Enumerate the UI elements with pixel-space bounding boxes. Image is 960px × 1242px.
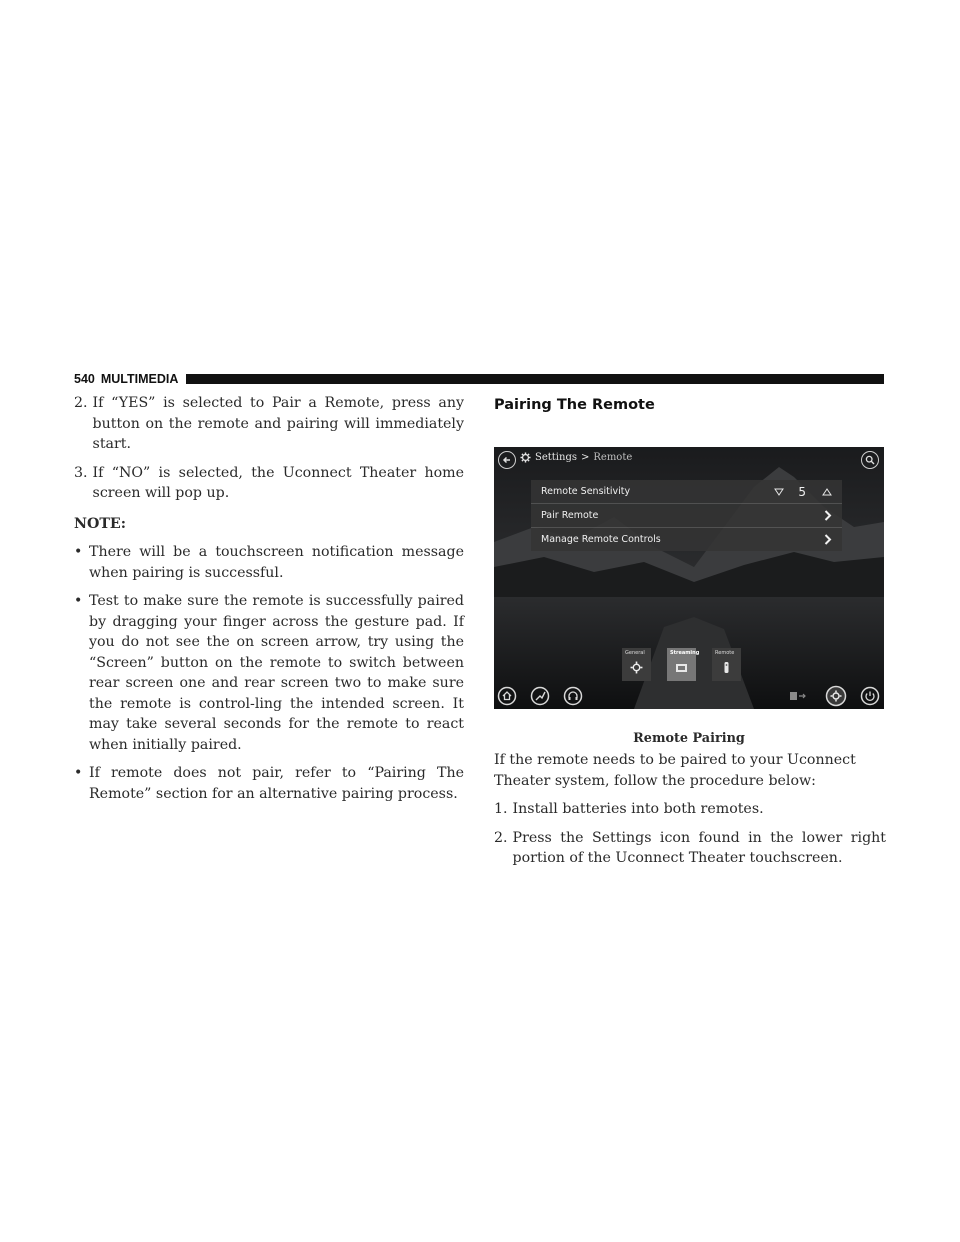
page-number: 540 — [74, 372, 95, 386]
list-item — [74, 463, 464, 504]
tile-streaming[interactable] — [667, 648, 700, 681]
bullet-text: Test to make sure the remote is successfully paired by dragging your finger across the gesture pad. If you do not see the on screen arrow, try using the “Screen” button on the remote to switch between rear screen one and rear screen two to make sure the remote is control-ling the intended screen. It may take several seconds for the remote to react when initially paired. — [89, 593, 464, 753]
search-icon — [865, 455, 875, 465]
item-text: Press the Settings icon found in the lower right portion of the Uconnect Theater touchscreen. — [512, 829, 886, 866]
left-column — [74, 393, 464, 812]
decrease-icon[interactable] — [774, 488, 784, 496]
streaming-icon — [675, 661, 688, 674]
home-icon[interactable] — [499, 688, 516, 705]
tile-label: General — [625, 650, 645, 656]
item-number: 3. — [74, 464, 88, 481]
menu-item-label: Remote Sensitivity — [541, 486, 631, 497]
bullet-item — [74, 591, 464, 755]
settings-icon[interactable] — [827, 687, 846, 706]
tile-remote[interactable] — [712, 648, 741, 681]
section-title: MULTIMEDIA — [100, 372, 179, 386]
breadcrumb — [520, 452, 632, 463]
menu-item-manage-remote-controls[interactable] — [531, 528, 842, 551]
page-header — [74, 371, 884, 387]
item-text: Install batteries into both remotes. — [512, 801, 764, 817]
video-input-icon[interactable] — [790, 692, 805, 700]
item-text: If “YES” is selected to Pair a Remote, press any button on the remote and pairing will immediately start. — [92, 395, 464, 452]
sensitivity-value: 5 — [798, 484, 806, 499]
item-number: 2. — [494, 829, 508, 846]
chevron-right-icon — [824, 510, 832, 521]
remote-icon — [720, 661, 733, 674]
increase-icon[interactable] — [822, 488, 832, 496]
remote-settings-screenshot — [494, 447, 884, 709]
back-arrow-icon — [502, 455, 512, 465]
back-button[interactable] — [498, 451, 516, 469]
item-text: If “NO” is selected, the Uconnect Theater home screen will pop up. — [92, 464, 464, 501]
gear-icon — [630, 661, 643, 674]
gear-icon — [520, 452, 531, 463]
list-item — [74, 393, 464, 455]
chevron-right-icon — [824, 534, 832, 545]
bullet-text: There will be a touchscreen notification message when pairing is successful. — [89, 544, 464, 581]
power-icon[interactable] — [862, 688, 879, 705]
intro-paragraph: If the remote needs to be paired to your Uconnect Theater system, follow the procedure below: — [494, 752, 856, 789]
tile-general[interactable] — [622, 648, 651, 681]
tile-label: Streaming — [670, 650, 700, 656]
list-item — [494, 828, 886, 869]
note-label: NOTE: — [74, 515, 126, 532]
breadcrumb-current: Remote — [593, 452, 633, 463]
section-heading: Pairing The Remote — [494, 397, 655, 413]
menu-item-pair-remote[interactable] — [531, 504, 842, 528]
settings-category-tiles — [622, 648, 741, 681]
figure-caption: Remote Pairing — [633, 731, 745, 746]
item-number: 2. — [74, 395, 88, 411]
header-rule — [186, 374, 884, 384]
bullet-item — [74, 542, 464, 583]
bullet-item — [74, 763, 464, 804]
breadcrumb-separator: > — [580, 452, 590, 463]
item-number: 1. — [494, 801, 508, 817]
right-column-body — [494, 750, 886, 877]
breadcrumb-root[interactable]: Settings — [535, 452, 577, 463]
bottom-navigation-bar — [494, 683, 884, 709]
bullet-icon: • — [74, 544, 83, 560]
menu-item-remote-sensitivity — [531, 480, 842, 504]
navigation-icon[interactable] — [532, 688, 549, 705]
right-column-top — [494, 393, 884, 416]
tile-label: Remote — [715, 650, 735, 656]
settings-menu — [531, 480, 842, 551]
menu-item-label: Pair Remote — [541, 510, 599, 521]
search-button[interactable] — [861, 451, 879, 469]
menu-item-label: Manage Remote Controls — [541, 534, 661, 545]
bullet-icon: • — [74, 593, 83, 609]
bullet-text: If remote does not pair, refer to “Pairing The Remote” section for an alternative pairing process. — [89, 765, 464, 802]
list-item — [494, 799, 886, 820]
bullet-icon: • — [74, 765, 83, 781]
headphones-icon[interactable] — [565, 688, 582, 705]
